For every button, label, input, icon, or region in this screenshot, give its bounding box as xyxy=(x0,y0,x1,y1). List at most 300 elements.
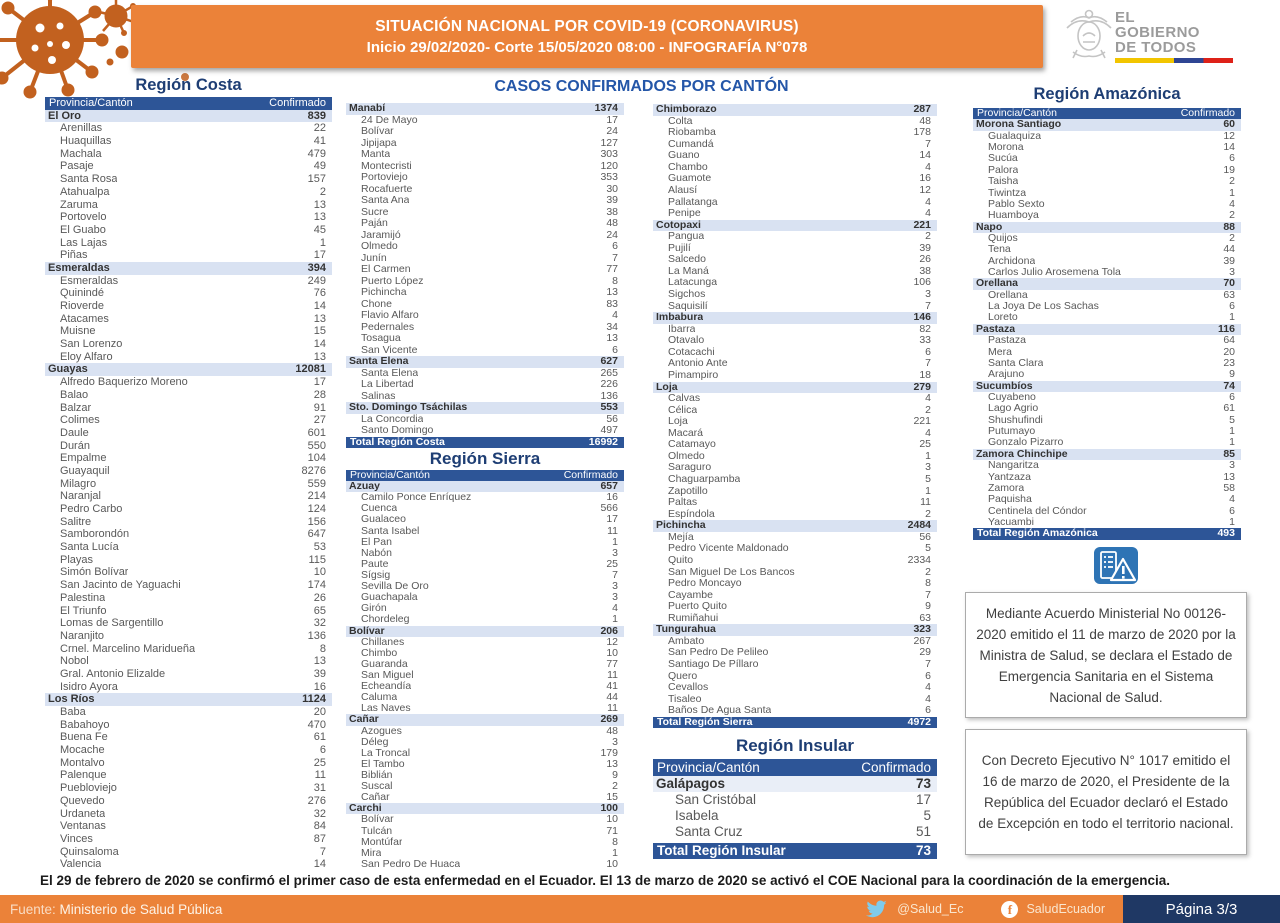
row-label: Catamayo xyxy=(668,439,716,451)
row-value: 394 xyxy=(307,261,326,274)
row-label: San Jacinto de Yaguachi xyxy=(60,579,181,592)
row-label: Isabela xyxy=(675,808,719,824)
total-row-amazonica xyxy=(973,528,1241,539)
canton-row xyxy=(653,792,937,808)
sierra-rows-right xyxy=(653,104,937,717)
row-label: Zamora xyxy=(988,482,1025,494)
row-value: 1 xyxy=(1229,186,1235,199)
row-label: Puerto López xyxy=(361,275,424,287)
row-label: Quito xyxy=(668,554,694,566)
row-label: Macará xyxy=(668,427,704,439)
row-value: 48 xyxy=(606,217,618,229)
row-value: 3 xyxy=(612,591,618,604)
row-value: 7 xyxy=(925,137,931,150)
row-value: 10 xyxy=(606,857,618,870)
row-value: 39 xyxy=(606,194,618,206)
row-value: 8 xyxy=(612,274,618,287)
canton-row xyxy=(45,846,332,859)
row-value: 17 xyxy=(606,113,618,126)
row-label: Orellana xyxy=(988,289,1028,301)
row-value: 15 xyxy=(313,325,326,338)
row-label: El Triunfo xyxy=(60,604,107,617)
costa-rows-left xyxy=(45,110,332,871)
row-label: Nobol xyxy=(60,655,89,668)
row-label: Guano xyxy=(668,150,700,162)
executive-decree-note xyxy=(965,729,1247,855)
canton-row xyxy=(973,437,1241,448)
row-value: 2 xyxy=(925,403,931,416)
row-label: Calvas xyxy=(668,393,701,405)
row-value: 82 xyxy=(919,322,931,335)
canton-row xyxy=(973,290,1241,301)
row-label: San Vicente xyxy=(361,344,418,356)
row-value: 13 xyxy=(1223,470,1235,483)
row-label: Pedro Vicente Maldonado xyxy=(668,543,789,555)
alert-clipboard-icon xyxy=(1093,547,1139,587)
canton-row xyxy=(45,300,332,313)
row-label: Girón xyxy=(361,603,387,615)
row-value: 120 xyxy=(600,159,618,172)
canton-row xyxy=(346,391,624,403)
row-value: 3 xyxy=(1229,459,1235,472)
canton-row xyxy=(346,138,624,150)
row-value: 839 xyxy=(307,109,326,122)
total-label: Total Región Sierra xyxy=(657,716,753,728)
row-label: Quevedo xyxy=(60,794,105,807)
row-value: 136 xyxy=(307,629,326,642)
canton-row xyxy=(973,176,1241,187)
row-value: 146 xyxy=(913,311,931,324)
canton-row xyxy=(45,605,332,618)
row-value: 12 xyxy=(919,183,931,196)
province-row xyxy=(346,356,624,368)
row-value: 64 xyxy=(1223,334,1235,347)
canton-row xyxy=(973,210,1241,221)
canton-row xyxy=(973,165,1241,176)
canton-row xyxy=(45,566,332,579)
row-value: 25 xyxy=(919,438,931,451)
row-label: Guayas xyxy=(48,363,88,376)
row-value: 2 xyxy=(1229,231,1235,244)
row-label: Riobamba xyxy=(668,127,716,139)
canton-row xyxy=(346,559,624,570)
canton-row xyxy=(346,548,624,559)
row-value: 1 xyxy=(612,535,618,548)
row-label: Morona Santiago xyxy=(976,119,1062,131)
canton-row xyxy=(653,301,937,313)
sierra-rows-left xyxy=(346,481,624,870)
row-value: 87 xyxy=(313,832,326,845)
canton-row xyxy=(346,184,624,196)
row-label: Isidro Ayora xyxy=(60,680,118,693)
row-value: 136 xyxy=(600,389,618,402)
canton-row xyxy=(45,833,332,846)
row-value: 479 xyxy=(307,147,326,160)
canton-row xyxy=(973,312,1241,323)
row-value: 6 xyxy=(925,704,931,717)
row-label: Atahualpa xyxy=(60,185,110,198)
row-value: 23 xyxy=(1223,356,1235,369)
row-value: 566 xyxy=(600,502,618,515)
row-label: Rocafuerte xyxy=(361,183,413,195)
canton-row xyxy=(45,643,332,656)
canton-row xyxy=(653,578,937,590)
row-label: Machala xyxy=(60,147,102,160)
row-label: Pangua xyxy=(668,231,705,243)
row-value: 657 xyxy=(600,480,618,493)
canton-row xyxy=(653,127,937,139)
row-value: 39 xyxy=(313,667,326,680)
row-value: 10 xyxy=(313,566,326,579)
row-label: El Guabo xyxy=(60,223,106,236)
canton-row xyxy=(653,671,937,683)
row-label: El Oro xyxy=(48,109,82,122)
canton-row xyxy=(45,516,332,529)
canton-row xyxy=(653,567,937,579)
canton-row xyxy=(653,647,937,659)
row-value: 1 xyxy=(1229,436,1235,449)
canton-row xyxy=(45,630,332,643)
row-label: Tosagua xyxy=(361,333,401,344)
row-label: Daule xyxy=(60,426,89,439)
canton-row xyxy=(346,848,624,859)
canton-row xyxy=(45,528,332,541)
row-label: Quijos xyxy=(988,232,1018,244)
row-value: 104 xyxy=(307,452,326,465)
row-label: Carchi xyxy=(349,803,382,815)
canton-row xyxy=(346,126,624,138)
row-label: Alausí xyxy=(668,184,698,196)
canton-row xyxy=(45,313,332,326)
page-title: SITUACIÓN NACIONAL POR COVID-19 (CORONAVIRUS) xyxy=(375,17,799,35)
logo-line1: EL xyxy=(1115,8,1135,26)
canton-row xyxy=(45,858,332,871)
row-label: Sucumbíos xyxy=(976,380,1033,392)
province-row xyxy=(653,382,937,394)
canton-row xyxy=(346,322,624,334)
canton-row xyxy=(346,379,624,391)
row-label: Naranjito xyxy=(60,629,105,642)
row-label: Yacuambi xyxy=(988,516,1034,528)
canton-row xyxy=(346,149,624,161)
canton-row xyxy=(653,266,937,278)
header-province: Provincia/Cantón xyxy=(657,760,760,776)
row-label: Muisne xyxy=(60,325,96,338)
costa-sierra-column xyxy=(346,103,624,870)
row-label: Galápagos xyxy=(656,776,726,792)
row-value: 10 xyxy=(606,813,618,826)
canton-row xyxy=(45,579,332,592)
canton-row xyxy=(346,814,624,825)
row-value: 559 xyxy=(307,477,326,490)
ecuador-coat-of-arms-icon xyxy=(1063,6,1115,66)
row-value: 45 xyxy=(313,223,326,236)
canton-row xyxy=(973,369,1241,380)
canton-row xyxy=(346,781,624,792)
canton-row xyxy=(346,514,624,525)
canton-row xyxy=(45,275,332,288)
facebook-handle: SaludEcuador xyxy=(1026,902,1105,916)
row-value: 8276 xyxy=(301,464,326,477)
row-value: 2 xyxy=(319,185,326,198)
canton-row xyxy=(346,345,624,357)
row-label: Cuyabeno xyxy=(988,391,1036,403)
canton-row xyxy=(45,186,332,199)
canton-row xyxy=(45,503,332,516)
row-label: Zamora Chinchipe xyxy=(976,448,1068,460)
canton-row xyxy=(346,287,624,299)
row-label: Samborondón xyxy=(60,528,130,541)
row-label: Chordeleg xyxy=(361,614,410,626)
row-label: Baba xyxy=(60,706,86,718)
canton-row xyxy=(653,231,937,243)
row-label: Sevilla De Oro xyxy=(361,581,429,593)
row-value: 1374 xyxy=(594,102,618,114)
region-amazonica-title: Región Amazónica xyxy=(1033,85,1181,103)
canton-row xyxy=(346,703,624,714)
row-value: 24 xyxy=(606,228,618,241)
canton-row xyxy=(653,289,937,301)
row-value: 53 xyxy=(313,541,326,554)
canton-row xyxy=(45,122,332,135)
province-row xyxy=(45,262,332,275)
row-value: 206 xyxy=(600,624,618,637)
row-label: Alfredo Baquerizo Moreno xyxy=(60,376,188,389)
canton-row xyxy=(653,694,937,706)
row-value: 74 xyxy=(1223,379,1235,392)
canton-row xyxy=(45,135,332,148)
row-value: 1 xyxy=(612,613,618,626)
header-banner xyxy=(131,5,1043,68)
row-value: 127 xyxy=(600,136,618,149)
row-label: Montecristi xyxy=(361,160,412,172)
row-value: 1 xyxy=(925,449,931,462)
header-confirmed: Confirmado xyxy=(1180,107,1235,119)
row-label: Tiwintza xyxy=(988,187,1027,199)
canton-row xyxy=(973,131,1241,142)
row-value: 353 xyxy=(600,171,618,183)
row-label: Buena Fe xyxy=(60,731,108,744)
canton-row xyxy=(346,659,624,670)
row-value: 269 xyxy=(600,713,618,726)
canton-row xyxy=(346,368,624,380)
sierra-table-left xyxy=(346,470,624,870)
canton-row xyxy=(653,486,937,498)
row-label: Esmeraldas xyxy=(60,274,119,287)
row-label: Célica xyxy=(668,404,698,416)
province-row xyxy=(973,381,1241,392)
row-label: Chaguarpamba xyxy=(668,474,741,485)
row-label: Chone xyxy=(361,298,392,310)
row-value: 4 xyxy=(925,195,931,208)
canton-row xyxy=(973,244,1241,255)
canton-row xyxy=(653,509,937,521)
row-value: 2 xyxy=(1229,175,1235,188)
row-value: 627 xyxy=(600,355,618,367)
row-value: 13 xyxy=(313,198,326,211)
row-value: 276 xyxy=(307,794,326,807)
row-label: Guaranda xyxy=(361,658,408,670)
header-confirmed: Confirmado xyxy=(563,469,618,481)
canton-row xyxy=(653,208,937,220)
row-value: 51 xyxy=(915,824,931,840)
row-value: 49 xyxy=(313,160,326,173)
row-value: 4 xyxy=(925,392,931,405)
row-value: 22 xyxy=(313,122,326,135)
row-value: 5 xyxy=(923,808,931,824)
header-confirmed: Confirmado xyxy=(269,97,326,109)
row-label: San Miguel De Los Bancos xyxy=(668,566,795,578)
row-value: 156 xyxy=(307,515,326,528)
row-value: 12081 xyxy=(295,363,326,376)
canton-row xyxy=(45,427,332,440)
canton-row xyxy=(45,402,332,415)
row-value: 1 xyxy=(319,236,326,249)
row-label: Imbabura xyxy=(656,312,704,324)
row-value: 38 xyxy=(919,264,931,277)
canton-row xyxy=(346,726,624,737)
canton-row xyxy=(346,230,624,242)
canton-row xyxy=(346,264,624,276)
row-value: 1 xyxy=(612,846,618,859)
row-label: Gonzalo Pizarro xyxy=(988,437,1064,449)
canton-row xyxy=(45,668,332,681)
row-label: Empalme xyxy=(60,452,107,465)
row-label: Bolívar xyxy=(361,814,394,826)
row-label: Balzar xyxy=(60,401,92,414)
canton-row xyxy=(653,428,937,440)
row-value: 15 xyxy=(606,791,618,804)
row-label: Santa Clara xyxy=(988,357,1044,369)
total-value: 73 xyxy=(915,843,931,859)
row-label: Montúfar xyxy=(361,836,403,848)
canton-row xyxy=(653,532,937,544)
row-label: Pallatanga xyxy=(668,196,718,208)
canton-row xyxy=(346,859,624,870)
canton-row xyxy=(653,347,937,359)
row-label: Ventanas xyxy=(60,820,106,833)
canton-row xyxy=(346,414,624,426)
row-value: 4 xyxy=(1229,493,1235,506)
canton-row xyxy=(346,581,624,592)
row-value: 26 xyxy=(313,591,326,604)
canton-row xyxy=(45,148,332,161)
ministerial-agreement-note xyxy=(965,592,1247,718)
row-value: 13 xyxy=(313,211,326,224)
row-value: 3 xyxy=(1229,266,1235,279)
row-value: 14 xyxy=(313,858,326,871)
canton-row xyxy=(653,405,937,417)
row-value: 61 xyxy=(313,731,326,744)
canton-row xyxy=(45,351,332,364)
row-value: 48 xyxy=(606,724,618,737)
row-label: San Lorenzo xyxy=(60,338,123,351)
ecuador-tricolor-bar xyxy=(1115,58,1233,63)
row-value: 4 xyxy=(612,309,618,321)
header-province: Provincia/Cantón xyxy=(350,470,430,481)
row-value: 14 xyxy=(313,300,326,312)
canton-row xyxy=(973,256,1241,267)
canton-row xyxy=(973,403,1241,414)
region-sierra-title: Región Sierra xyxy=(429,449,541,468)
row-value: 497 xyxy=(600,424,618,436)
row-value: 2 xyxy=(925,507,931,520)
canton-row xyxy=(45,795,332,808)
row-value: 7 xyxy=(612,251,618,264)
row-label: Tena xyxy=(988,244,1011,256)
row-value: 601 xyxy=(307,426,326,439)
row-value: 249 xyxy=(307,274,326,287)
page-number: Página 3/3 xyxy=(1123,895,1280,923)
row-value: 470 xyxy=(307,718,326,731)
total-row-sierra xyxy=(653,717,937,729)
row-label: Urdaneta xyxy=(60,807,106,820)
row-label: Shushufindi xyxy=(988,414,1043,426)
twitter-handle: @Salud_Ec xyxy=(897,902,964,916)
canton-row xyxy=(45,744,332,757)
row-label: Saraguro xyxy=(668,462,712,474)
canton-row xyxy=(653,439,937,451)
row-value: 553 xyxy=(600,401,618,413)
canton-row xyxy=(653,590,937,602)
row-value: 60 xyxy=(1223,118,1235,131)
canton-row xyxy=(346,648,624,659)
row-label: Pimampiro xyxy=(668,369,719,381)
canton-row xyxy=(45,414,332,427)
canton-row xyxy=(653,150,937,162)
row-label: Salinas xyxy=(361,390,396,402)
row-label: Cotacachi xyxy=(668,346,715,358)
footer-bar xyxy=(0,895,1280,923)
row-label: Azogues xyxy=(361,725,402,737)
row-value: 11 xyxy=(607,702,618,715)
row-value: 226 xyxy=(600,378,618,390)
row-label: Camilo Ponce Enríquez xyxy=(361,492,472,504)
total-value: 16992 xyxy=(588,435,618,448)
canton-row xyxy=(653,277,937,289)
row-value: 65 xyxy=(313,604,326,617)
row-value: 221 xyxy=(913,218,931,231)
canton-row xyxy=(653,613,937,625)
canton-row xyxy=(45,199,332,212)
row-value: 7 xyxy=(612,568,618,581)
row-label: Santa Cruz xyxy=(675,824,743,840)
canton-row xyxy=(653,416,937,428)
canton-row xyxy=(973,426,1241,437)
row-label: Gral. Antonio Elizalde xyxy=(60,667,166,680)
table-header xyxy=(346,470,624,481)
canton-row xyxy=(45,554,332,567)
row-label: Orellana xyxy=(976,278,1019,290)
row-value: 267 xyxy=(913,634,931,647)
canton-row xyxy=(346,425,624,437)
amazonica-table xyxy=(973,108,1241,540)
row-value: 28 xyxy=(313,388,326,401)
row-value: 3 xyxy=(612,580,618,593)
row-label: Las Naves xyxy=(361,703,411,715)
row-label: Sucúa xyxy=(988,153,1018,165)
row-value: 7 xyxy=(319,845,326,858)
canton-row xyxy=(653,824,937,840)
row-label: Ambato xyxy=(668,635,705,647)
row-label: Paján xyxy=(361,218,388,229)
row-value: 30 xyxy=(606,182,618,195)
row-label: Sto. Domingo Tsáchilas xyxy=(349,402,468,413)
row-value: 178 xyxy=(913,126,931,139)
canton-row xyxy=(45,808,332,821)
row-value: 13 xyxy=(606,332,618,344)
row-label: Vinces xyxy=(60,832,93,845)
